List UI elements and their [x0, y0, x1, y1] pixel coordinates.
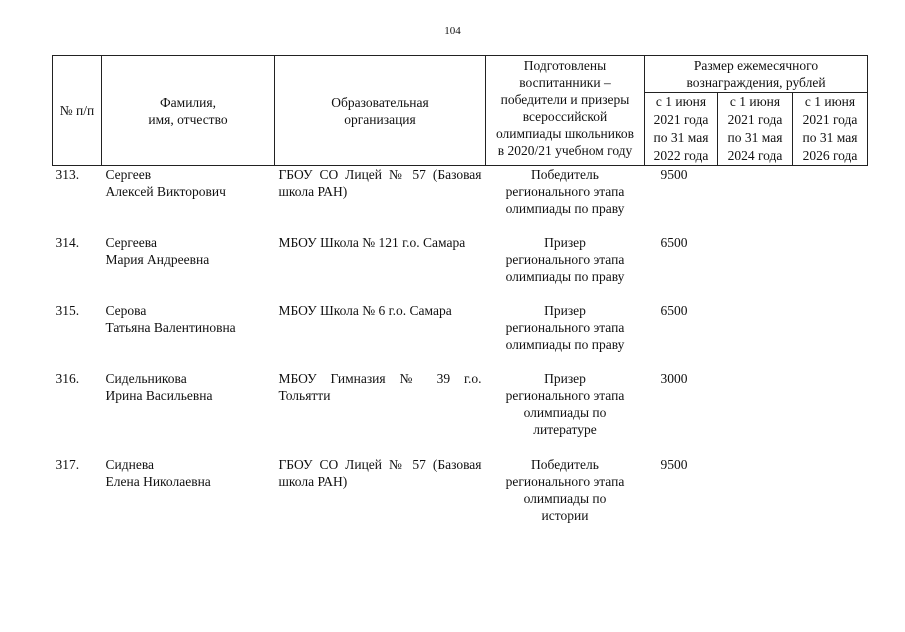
row-achievement: Победитель регионального этапа олимпиады по истории [505, 457, 625, 523]
row-amount-2026 [793, 302, 868, 370]
row-achievement: Призер регионального этапа олимпиады по праву [505, 303, 625, 352]
row-organization: МБОУ Гимназия № 39 г.о. Тольятти [278, 371, 482, 403]
row-full-name: Серова Татьяна Валентиновна [105, 303, 236, 335]
row-amount-2022: 6500 [660, 235, 688, 250]
row-amount-2026 [793, 456, 868, 542]
row-achievement: Победитель регионального этапа олимпиады по праву [505, 167, 625, 216]
header-period-2022: с 1 июня 2021 года по 31 мая 2022 года [645, 93, 718, 166]
row-organization: ГБОУ СО Лицей № 57 (Базовая школа РАН) [278, 457, 482, 489]
table-body [53, 166, 868, 543]
row-achievement: Призер регионального этапа олимпиады по праву [505, 235, 625, 284]
row-amount-2022: 6500 [660, 303, 688, 318]
row-number: 317. [55, 457, 80, 472]
row-full-name: Сидельникова Ирина Васильевна [105, 371, 213, 403]
row-amount-2024 [718, 302, 793, 370]
header-full-name: Фамилия, имя, отчество [102, 56, 275, 166]
row-organization: МБОУ Школа № 6 г.о. Самара [278, 303, 452, 318]
table-row [53, 370, 868, 456]
header-organization: Образовательная организация [275, 56, 486, 166]
row-amount-2026 [793, 370, 868, 456]
row-amount-2026 [793, 234, 868, 302]
row-organization: МБОУ Школа № 121 г.о. Самара [278, 235, 466, 250]
table-header [53, 56, 868, 166]
table-row [53, 234, 868, 302]
table-row [53, 166, 868, 235]
header-achievement: Подготовлены воспитанники – победители и призеры всероссийской олимпиады школьников в 2020/21 учебном году [486, 56, 645, 166]
row-full-name: Сиднева Елена Николаевна [105, 457, 211, 489]
row-number: 315. [55, 303, 80, 318]
header-period-2024: с 1 июня 2021 года по 31 мая 2024 года [718, 93, 793, 166]
page-number: 104 [444, 25, 461, 37]
row-number: 316. [55, 371, 80, 386]
table-row [53, 456, 868, 542]
table-row [53, 302, 868, 370]
row-amount-2022: 9500 [660, 167, 688, 182]
row-full-name: Сергеева Мария Андреевна [105, 235, 210, 267]
row-amount-2026 [793, 166, 868, 235]
awards-table [52, 55, 868, 542]
row-amount-2024 [718, 370, 793, 456]
row-amount-2024 [718, 234, 793, 302]
row-achievement: Призер регионального этапа олимпиады по литературе [505, 371, 625, 437]
row-amount-2022: 3000 [660, 371, 688, 386]
header-monthly-payment: Размер ежемесячного вознаграждения, рублей [645, 56, 868, 93]
row-organization: ГБОУ СО Лицей № 57 (Базовая школа РАН) [278, 167, 482, 199]
row-amount-2022: 9500 [660, 457, 688, 472]
row-number: 313. [55, 167, 80, 182]
row-amount-2024 [718, 166, 793, 235]
row-amount-2024 [718, 456, 793, 542]
header-number: № п/п [53, 56, 102, 166]
row-number: 314. [55, 235, 80, 250]
row-full-name: Сергеев Алексей Викторович [105, 167, 226, 199]
header-period-2026: с 1 июня 2021 года по 31 мая 2026 года [793, 93, 868, 166]
